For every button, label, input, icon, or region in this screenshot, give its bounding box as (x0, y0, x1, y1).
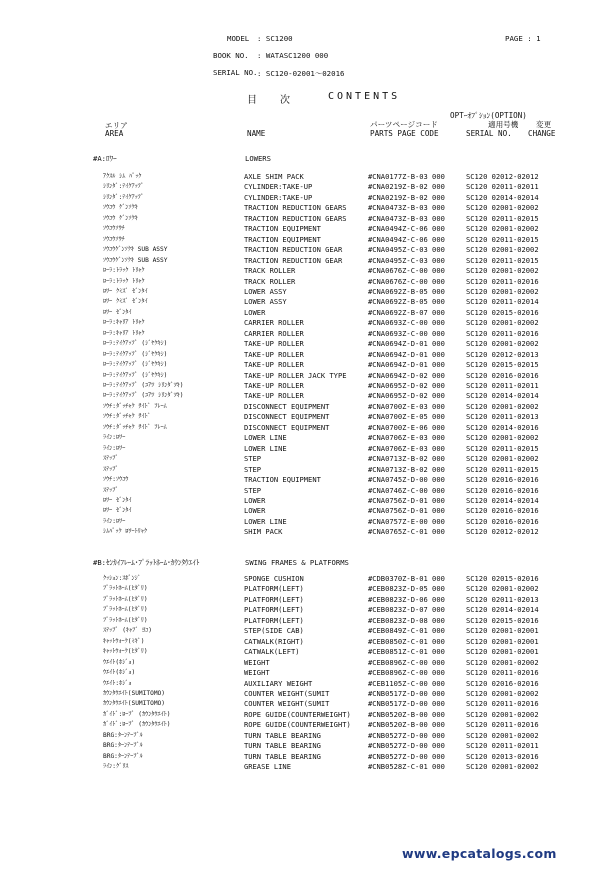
name-cell: STEP (244, 485, 262, 495)
table-row (0, 266, 614, 276)
parts-code-cell: #CNA0219Z-B-02 000 (368, 182, 445, 192)
serial-cell: SC120 02011-02016 (466, 668, 539, 678)
area-cell: ｽﾃｯﾌﾟ (103, 486, 119, 494)
table-row (0, 203, 614, 213)
area-cell: ｶﾞｲﾄﾞ:ﾛｰﾌﾟ (ｶｳﾝﾀｳｴｲﾄ) (103, 710, 171, 718)
table-row (0, 595, 614, 605)
serial-cell: SC120 02001-02002 (466, 224, 539, 234)
name-cell: STEP(SIDE CAB) (244, 626, 304, 636)
parts-code-cell: #CEB0896Z-C-00 000 (368, 668, 445, 678)
area-cell: ｿｳｺｳｿｳﾁ (103, 225, 125, 233)
serial-cell: SC120 02001-02002 (466, 433, 539, 443)
watermark: www.epcatalogs.com (402, 846, 557, 861)
parts-code-cell: #CNA0692Z-B-07 000 (368, 307, 445, 317)
serial-cell: SC120 02001-02001 (466, 626, 539, 636)
name-cell: TRACTION REDUCTION GEAR (244, 255, 343, 265)
parts-code-cell: #CEB0851Z-C-01 000 (368, 647, 445, 657)
table-row (0, 224, 614, 234)
serial-cell: SC120 02001-02002 (466, 266, 539, 276)
serial-cell: SC120 02015-02015 (466, 360, 539, 370)
serial-cell: SC120 02001-02002 (466, 709, 539, 719)
parts-code-cell: #CEB0849Z-C-01 000 (368, 626, 445, 636)
area-cell: ｽﾃｯﾌﾟ (103, 455, 119, 463)
name-cell: LOWER ASSY (244, 297, 287, 307)
area-cell: ﾛｰﾗ:ﾄﾗｯｸ ﾄﾘｬｸ (103, 277, 145, 285)
col-serial: SERIAL NO. (466, 129, 512, 138)
name-cell: TRACK ROLLER (244, 276, 296, 286)
parts-code-cell: #CNA0745Z-D-00 000 (368, 475, 445, 485)
parts-code-cell: #CNB0520Z-B-00 000 (368, 720, 445, 730)
name-cell: CATWALK(LEFT) (244, 647, 300, 657)
name-cell: COUNTER WEIGHT(SUMIT (244, 699, 330, 709)
name-cell: TURN TABLE BEARING (244, 741, 321, 751)
area-cell: ﾛｰﾗ:ﾃｲｸｱｯﾌﾟ (ﾕｱﾂ ｼﾘﾝﾀﾞﾂｷ) (103, 382, 184, 389)
table-row (0, 616, 614, 626)
serial-cell: SC120 02001-02002 (466, 245, 539, 255)
area-cell: BRG:ﾀｰﾝﾃｰﾌﾞﾙ (103, 742, 143, 750)
table-row (0, 647, 614, 657)
table-row (0, 391, 614, 401)
col-apply: 適用号機 (488, 120, 519, 129)
serial-cell: SC120 02011-02016 (466, 276, 539, 286)
name-cell: LOWER ASSY (244, 286, 287, 296)
name-cell: LOWER LINE (244, 443, 287, 453)
area-cell: BRG:ﾀｰﾝﾃｰﾌﾞﾙ (103, 752, 143, 760)
name-cell: TRACTION REDUCTION GEARS (244, 203, 347, 213)
book-value: : WATASC1200 000 (257, 51, 329, 60)
table-row (0, 402, 614, 412)
table-row (0, 496, 614, 506)
page-title: CONTENTS (328, 91, 401, 102)
serial-cell: SC120 02001-02002 (466, 730, 539, 740)
name-cell: PLATFORM(LEFT) (244, 605, 304, 615)
table-row (0, 486, 614, 496)
table-row (0, 245, 614, 255)
parts-code-cell: #CNA0695Z-D-02 000 (368, 381, 445, 390)
table-row (0, 318, 614, 328)
name-cell: TRACTION REDUCTION GEARS (244, 213, 347, 223)
area-cell: ｳｴｲﾄ(ﾎｼﾞｮ) (103, 658, 136, 666)
parts-code-cell: #CNA0700Z-E-06 000 (368, 422, 445, 432)
serial-cell: SC120 02014-02014 (466, 192, 539, 202)
name-cell: TAKE-UP ROLLER (244, 349, 304, 359)
name-cell: CATWALK(RIGHT) (244, 636, 304, 646)
parts-code-cell: #CNB0517Z-D-00 000 (368, 699, 445, 709)
table-row (0, 626, 614, 636)
serial-cell: SC120 02001-02002 (466, 454, 539, 464)
area-cell: ｽﾃｯﾌﾟ (ｷｬﾌﾞ ﾖｺ) (103, 627, 152, 635)
parts-code-cell: #CEB1105Z-C-00 000 (368, 678, 445, 688)
name-cell: CARRIER ROLLER (244, 318, 304, 328)
parts-code-cell: #CNA0473Z-B-03 000 (368, 203, 445, 213)
area-cell: ﾛｰﾗ:ｷｬﾘｱ ﾄﾘｬｸ (103, 319, 145, 327)
area-cell: ﾛｰﾗ:ｷｬﾘｱ ﾄﾘｬｸ (103, 329, 145, 337)
table-row (0, 433, 614, 443)
name-cell: TRACTION REDUCTION GEAR (244, 245, 343, 255)
parts-code-cell: #CEB0823Z-D-06 000 (368, 594, 445, 604)
serial-cell: SC120 02016-02016 (466, 370, 539, 380)
serial-cell: SC120 02014-02014 (466, 605, 539, 615)
area-cell: ｷｬｯﾄｳｫｰｸ(ﾐｷﾞ) (103, 637, 145, 645)
table-row (0, 762, 614, 772)
parts-code-cell: #CEB0850Z-C-01 000 (368, 636, 445, 646)
area-cell: ﾛﾜｰ ｸﾐｽﾞ ｾﾞﾝﾀｲ (103, 298, 148, 306)
area-cell: ﾗｲﾝ:ﾛﾜｰ (103, 517, 126, 525)
serial-label: SERIAL NO. (213, 68, 258, 77)
area-cell: ﾌﾟﾗｯﾄﾎｰﾑ(ﾋﾀﾞﾘ) (103, 585, 148, 593)
parts-code-cell: #CNA0713Z-B-02 000 (368, 454, 445, 464)
area-cell: ﾛｰﾗ:ﾃｲｸｱｯﾌﾟ (ｼﾞﾔｸｷｼ) (103, 340, 168, 348)
table-row (0, 182, 614, 192)
page-number: PAGE : 1 (505, 34, 541, 43)
name-cell: WEIGHT (244, 657, 270, 667)
area-cell: ｶｳﾝﾀｳｴｲﾄ(SUMITOMO) (103, 700, 166, 708)
col-opt: OPTｰｵﾌﾟｼｮﾝ(OPTION) (450, 111, 527, 120)
parts-code-cell: #CNA0495Z-C-03 000 (368, 245, 445, 255)
parts-code-cell: #CNA0693Z-C-00 000 (368, 318, 445, 328)
serial-cell: SC120 02011-02016 (466, 328, 539, 338)
parts-code-cell: #CNA0473Z-B-03 000 (368, 213, 445, 223)
serial-cell: SC120 02001-02002 (466, 762, 539, 772)
area-cell: ﾛｰﾗ:ﾃｲｸｱｯﾌﾟ (ｼﾞﾔｸｷｼ) (103, 371, 168, 379)
col-parts: PARTS PAGE CODE (370, 129, 439, 138)
parts-code-cell: #CNB0517Z-D-00 000 (368, 688, 445, 698)
title-jp-1: 目 (247, 95, 260, 106)
serial-cell: SC120 02011-02011 (466, 381, 539, 390)
table-row (0, 574, 614, 584)
serial-cell: SC120 02001-02002 (466, 657, 539, 667)
area-cell: BRG:ﾀｰﾝﾃｰﾌﾞﾙ (103, 731, 143, 739)
parts-code-cell: #CNB0527Z-D-00 000 (368, 741, 445, 751)
parts-code-cell: #CEB0823Z-D-08 000 (368, 615, 445, 625)
parts-code-cell: #CEB0823Z-D-07 000 (368, 605, 445, 615)
serial-cell: SC120 02011-02016 (466, 720, 539, 730)
col-area: AREA (105, 129, 124, 138)
col-name: NAME (247, 129, 266, 138)
serial-cell: SC120 02014-02016 (466, 422, 539, 432)
name-cell: DISCONNECT EQUIPMENT (244, 412, 330, 422)
serial-cell: SC120 02011-02013 (466, 412, 539, 422)
table-row (0, 741, 614, 751)
table-row (0, 668, 614, 678)
table-row (0, 444, 614, 454)
name-cell: PLATFORM(LEFT) (244, 594, 304, 604)
name-cell: TRACTION EQUIPMENT (244, 234, 321, 244)
name-cell: WEIGHT (244, 668, 270, 678)
table-row (0, 339, 614, 349)
table-row (0, 308, 614, 318)
name-cell: LOWER LINE (244, 516, 287, 526)
name-cell: TAKE-UP ROLLER (244, 360, 304, 370)
area-cell: ｿｳｺｳｹﾞﾝｿｸｷ SUB ASSY (103, 256, 168, 264)
area-cell: ﾛｰﾗ:ﾃｲｸｱｯﾌﾟ (ｼﾞﾔｸｷｼ) (103, 361, 168, 369)
name-cell: LOWER LINE (244, 433, 287, 443)
name-cell: AUXILIARY WEIGHT (244, 678, 313, 688)
serial-cell: SC120 02011-02014 (466, 297, 539, 307)
parts-code-cell: #CEB0823Z-D-05 000 (368, 584, 445, 594)
area-cell: ﾛｰﾗ:ﾄﾗｯｸ ﾄﾘｬｸ (103, 267, 145, 275)
serial-cell: SC120 02016-02016 (466, 485, 539, 495)
table-row (0, 658, 614, 668)
table-row (0, 172, 614, 182)
parts-code-cell: #CNA0746Z-C-00 000 (368, 485, 445, 495)
name-cell: TAKE-UP ROLLER (244, 381, 304, 390)
name-cell: LOWER (244, 506, 266, 516)
area-cell: ﾌﾟﾗｯﾄﾎｰﾑ(ﾋﾀﾞﾘ) (103, 616, 148, 624)
parts-code-cell: #CNA0219Z-B-02 000 (368, 192, 445, 202)
table-row (0, 527, 614, 537)
serial-cell: SC120 02001-02002 (466, 688, 539, 698)
parts-code-cell: #CDB0370Z-B-01 000 (368, 574, 445, 583)
serial-cell: SC120 02011-02015 (466, 213, 539, 223)
area-cell: ｿｳｺｳ ｹﾞﾝｿｸｷ (103, 204, 138, 212)
serial-cell: SC120 02011-02015 (466, 443, 539, 453)
area-cell: ﾛｰﾗ:ﾃｲｸｱｯﾌﾟ (ﾕｱﾂ ｼﾘﾝﾀﾞﾂｷ) (103, 392, 184, 400)
area-cell: ﾗｲﾝ:ｸﾞﾘｽ (103, 763, 129, 771)
parts-code-cell: #CNA0757Z-E-00 000 (368, 516, 445, 526)
area-cell: ﾛﾜｰ ｾﾞﾝﾀｲ (103, 308, 132, 316)
serial-cell: SC120 02015-02016 (466, 574, 539, 583)
parts-code-cell: #CNB0520Z-B-00 000 (368, 709, 445, 719)
table-row (0, 287, 614, 297)
area-cell: ｿｳﾁ:ﾀﾞｯﾁｬｸ ｻｲﾄﾞ (103, 413, 151, 421)
serial-cell: SC120 02013-02016 (466, 751, 539, 761)
parts-code-cell: #CNA0713Z-B-02 000 (368, 464, 445, 474)
parts-code-cell: #CNA0706Z-E-03 000 (368, 443, 445, 453)
parts-code-cell: #CNA0177Z-B-03 000 (368, 172, 445, 181)
name-cell: TAKE-UP ROLLER (244, 391, 304, 401)
serial-cell: SC120 02011-02015 (466, 464, 539, 474)
name-cell: SHIM PACK (244, 527, 283, 537)
title-jp-2: 次 (280, 95, 293, 106)
table-row (0, 465, 614, 475)
serial-cell: SC120 02015-02016 (466, 307, 539, 317)
serial-value: : SC120-02001～02016 (257, 69, 345, 78)
parts-code-cell: #CNA0692Z-B-05 000 (368, 297, 445, 307)
name-cell: TAKE-UP ROLLER (244, 339, 304, 349)
parts-code-cell: #CNA0706Z-E-03 000 (368, 433, 445, 443)
area-cell: ｼﾑﾊﾟｯｸ ﾛﾜｰﾄﾘｬｸ (103, 528, 147, 536)
area-cell: ｱｸｽﾙ ｼﾑ ﾊﾟｯｸ (103, 173, 142, 180)
name-cell: AXLE SHIM PACK (244, 172, 304, 181)
name-cell: PLATFORM(LEFT) (244, 615, 304, 625)
table-row (0, 454, 614, 464)
serial-cell: SC120 02011-02013 (466, 594, 539, 604)
name-cell: DISCONNECT EQUIPMENT (244, 422, 330, 432)
name-cell: PLATFORM(LEFT) (244, 584, 304, 594)
col-area-jp: エリア (105, 121, 128, 130)
area-cell: ﾛｰﾗ:ﾃｲｸｱｯﾌﾟ (ｼﾞﾔｸｷｼ) (103, 350, 168, 358)
table-row (0, 731, 614, 741)
serial-cell: SC120 02012-02013 (466, 349, 539, 359)
parts-code-cell: #CNA0495Z-C-03 000 (368, 255, 445, 265)
parts-code-cell: #CEB0896Z-C-00 000 (368, 657, 445, 667)
parts-code-cell: #CNA0756Z-D-01 000 (368, 506, 445, 516)
parts-code-cell: #CNA0756Z-D-01 000 (368, 495, 445, 505)
name-cell: TURN TABLE BEARING (244, 751, 321, 761)
section-a-area: #A:ﾛﾜｰ (93, 154, 117, 163)
name-cell: DISCONNECT EQUIPMENT (244, 401, 330, 411)
table-row (0, 277, 614, 287)
serial-cell: SC120 02016-02016 (466, 678, 539, 688)
name-cell: CYLINDER:TAKE-UP (244, 182, 313, 192)
parts-code-cell: #CNA0694Z-D-01 000 (368, 339, 445, 349)
name-cell: SPONGE CUSHION (244, 574, 304, 583)
serial-cell: SC120 02011-02016 (466, 699, 539, 709)
serial-cell: SC120 02001-02002 (466, 339, 539, 349)
area-cell: ｿｳｺｳｹﾞﾝｿｸｷ SUB ASSY (103, 246, 168, 254)
area-cell: ﾛﾜｰ ｾﾞﾝﾀｲ (103, 507, 132, 515)
section-b-area: #B:ｾﾝｶｲﾌﾚｰﾑ･ﾌﾟﾗｯﾄﾎｰﾑ･ｶｳﾝﾀｳｴｲﾄ (93, 558, 200, 567)
serial-cell: SC120 02014-02014 (466, 495, 539, 505)
parts-code-cell: #CNA0694Z-D-02 000 (368, 370, 445, 380)
table-row (0, 371, 614, 381)
col-change: CHANGE (528, 129, 556, 138)
table-row (0, 350, 614, 360)
table-row (0, 679, 614, 689)
area-cell: ｶｳﾝﾀｳｴｲﾄ(SUMITOMO) (103, 689, 166, 697)
serial-cell: SC120 02001-02002 (466, 401, 539, 411)
name-cell: TRACTION EQUIPMENT (244, 224, 321, 234)
serial-cell: SC120 02012-02012 (466, 527, 539, 537)
serial-cell: SC120 02011-02011 (466, 741, 539, 751)
table-row (0, 235, 614, 245)
name-cell: TRACK ROLLER (244, 266, 296, 276)
name-cell: TAKE-UP ROLLER JACK TYPE (244, 370, 347, 380)
area-cell: ｿｳﾁ:ｿｳｺｳ (103, 476, 129, 484)
table-row (0, 752, 614, 762)
serial-cell: SC120 02001-02001 (466, 636, 539, 646)
table-row (0, 412, 614, 422)
area-cell: ｳｴｲﾄ:ﾎｼﾞｮ (103, 679, 132, 687)
name-cell: STEP (244, 454, 262, 464)
parts-code-cell: #CNA0692Z-B-05 000 (368, 286, 445, 296)
table-row (0, 517, 614, 527)
area-cell: ﾗｲﾝ:ﾛﾜｰ (103, 444, 126, 452)
serial-cell: SC120 02016-02016 (466, 475, 539, 485)
table-row (0, 193, 614, 203)
table-row (0, 584, 614, 594)
area-cell: ｼﾘﾝﾀﾞ:ﾃｲｸｱｯﾌﾟ (103, 193, 144, 201)
area-cell: ｸｯｼｮﾝ:ｽﾎﾟﾝｼﾞ (103, 575, 141, 582)
area-cell: ｿｳﾁ:ﾀﾞｯﾁｬｸ ｻｲﾄﾞ ﾌﾚｰﾑ (103, 402, 167, 410)
name-cell: CYLINDER:TAKE-UP (244, 192, 313, 202)
parts-code-cell: #CNB0528Z-C-01 000 (368, 762, 445, 772)
table-row (0, 689, 614, 699)
parts-code-cell: #CNA0695Z-D-02 000 (368, 391, 445, 401)
model-value: : SC1200 (257, 34, 293, 43)
table-row (0, 329, 614, 339)
name-cell: LOWER (244, 307, 266, 317)
parts-code-cell: #CNA0693Z-C-00 000 (368, 328, 445, 338)
name-cell: LOWER (244, 495, 266, 505)
table-row (0, 475, 614, 485)
parts-code-cell: #CNA0494Z-C-06 000 (368, 234, 445, 244)
area-cell: ﾛﾜｰ ｸﾐｽﾞ ｾﾞﾝﾀｲ (103, 287, 148, 295)
serial-cell: SC120 02016-02016 (466, 506, 539, 516)
table-row (0, 214, 614, 224)
area-cell: ｷｬｯﾄｳｫｰｸ(ﾋﾀﾞﾘ) (103, 648, 148, 656)
table-row (0, 605, 614, 615)
serial-cell: SC120 02011-02015 (466, 255, 539, 265)
table-row (0, 720, 614, 730)
name-cell: ROPE GUIDE(COUNTERWEIGHT) (244, 709, 351, 719)
table-row (0, 506, 614, 516)
serial-cell: SC120 02001-02002 (466, 584, 539, 594)
serial-cell: SC120 02001-02002 (466, 203, 539, 213)
model-label: MODEL (227, 34, 250, 43)
serial-cell: SC120 02001-02002 (466, 286, 539, 296)
area-cell: ｿｳﾁ:ﾀﾞｯﾁｬｸ ｻｲﾄﾞ ﾌﾚｰﾑ (103, 423, 167, 431)
area-cell: ﾌﾟﾗｯﾄﾎｰﾑ(ﾋﾀﾞﾘ) (103, 606, 148, 614)
serial-cell: SC120 02011-02015 (466, 234, 539, 244)
parts-code-cell: #CNB0527Z-D-00 000 (368, 751, 445, 761)
area-cell: ｿｳｺｳ ｹﾞﾝｿｸｷ (103, 214, 138, 222)
name-cell: TRACTION EQUIPMENT (244, 475, 321, 485)
area-cell: ﾛﾜｰ ｾﾞﾝﾀｲ (103, 496, 132, 504)
area-cell: ﾗｲﾝ:ﾛﾜｰ (103, 434, 126, 442)
section-b-name: SWING FRAMES & PLATFORMS (245, 558, 349, 567)
parts-code-cell: #CNA0694Z-D-01 000 (368, 360, 445, 370)
parts-code-cell: #CNA0494Z-C-06 000 (368, 224, 445, 234)
table-row (0, 699, 614, 709)
name-cell: GREASE LINE (244, 762, 291, 772)
serial-cell: SC120 02012-02012 (466, 172, 539, 181)
section-a-name: LOWERS (245, 154, 271, 163)
name-cell: ROPE GUIDE(COUNTERWEIGHT) (244, 720, 351, 730)
table-row (0, 360, 614, 370)
serial-cell: SC120 02011-02011 (466, 182, 539, 192)
name-cell: STEP (244, 464, 262, 474)
table-row (0, 381, 614, 391)
table-row (0, 297, 614, 307)
serial-cell: SC120 02001-02001 (466, 647, 539, 657)
serial-cell: SC120 02015-02016 (466, 615, 539, 625)
book-label: BOOK NO. (213, 51, 249, 60)
serial-cell: SC120 02016-02016 (466, 516, 539, 526)
parts-code-cell: #CNA0700Z-E-05 000 (368, 412, 445, 422)
area-cell: ｶﾞｲﾄﾞ:ﾛｰﾌﾟ (ｶｳﾝﾀｳｴｲﾄ) (103, 721, 171, 729)
area-cell: ｽﾃｯﾌﾟ (103, 465, 119, 473)
parts-code-cell: #CNA0694Z-D-01 000 (368, 349, 445, 359)
parts-code-cell: #CNA0676Z-C-00 000 (368, 266, 445, 276)
table-row (0, 256, 614, 266)
parts-code-cell: #CNA0676Z-C-00 000 (368, 276, 445, 286)
area-cell: ｳｴｲﾄ(ﾎｼﾞｮ) (103, 669, 136, 677)
parts-code-cell: #CNA0700Z-E-03 000 (368, 401, 445, 411)
parts-code-cell: #CNB0527Z-D-00 000 (368, 730, 445, 740)
parts-code-cell: #CNA0765Z-C-01 000 (368, 527, 445, 537)
serial-cell: SC120 02014-02014 (466, 391, 539, 401)
name-cell: CARRIER ROLLER (244, 328, 304, 338)
col-parts-jp: パーツページコード (370, 120, 438, 129)
col-change-jp: 変更 (536, 120, 552, 129)
name-cell: COUNTER WEIGHT(SUMIT (244, 688, 330, 698)
table-row (0, 423, 614, 433)
table-row (0, 637, 614, 647)
name-cell: TURN TABLE BEARING (244, 730, 321, 740)
serial-cell: SC120 02001-02002 (466, 318, 539, 328)
area-cell: ｼﾘﾝﾀﾞ:ﾃｲｸｱｯﾌﾟ (103, 183, 144, 191)
table-row (0, 710, 614, 720)
area-cell: ﾌﾟﾗｯﾄﾎｰﾑ(ﾋﾀﾞﾘ) (103, 595, 148, 603)
area-cell: ｿｳｺｳｿｳﾁ (103, 235, 125, 243)
